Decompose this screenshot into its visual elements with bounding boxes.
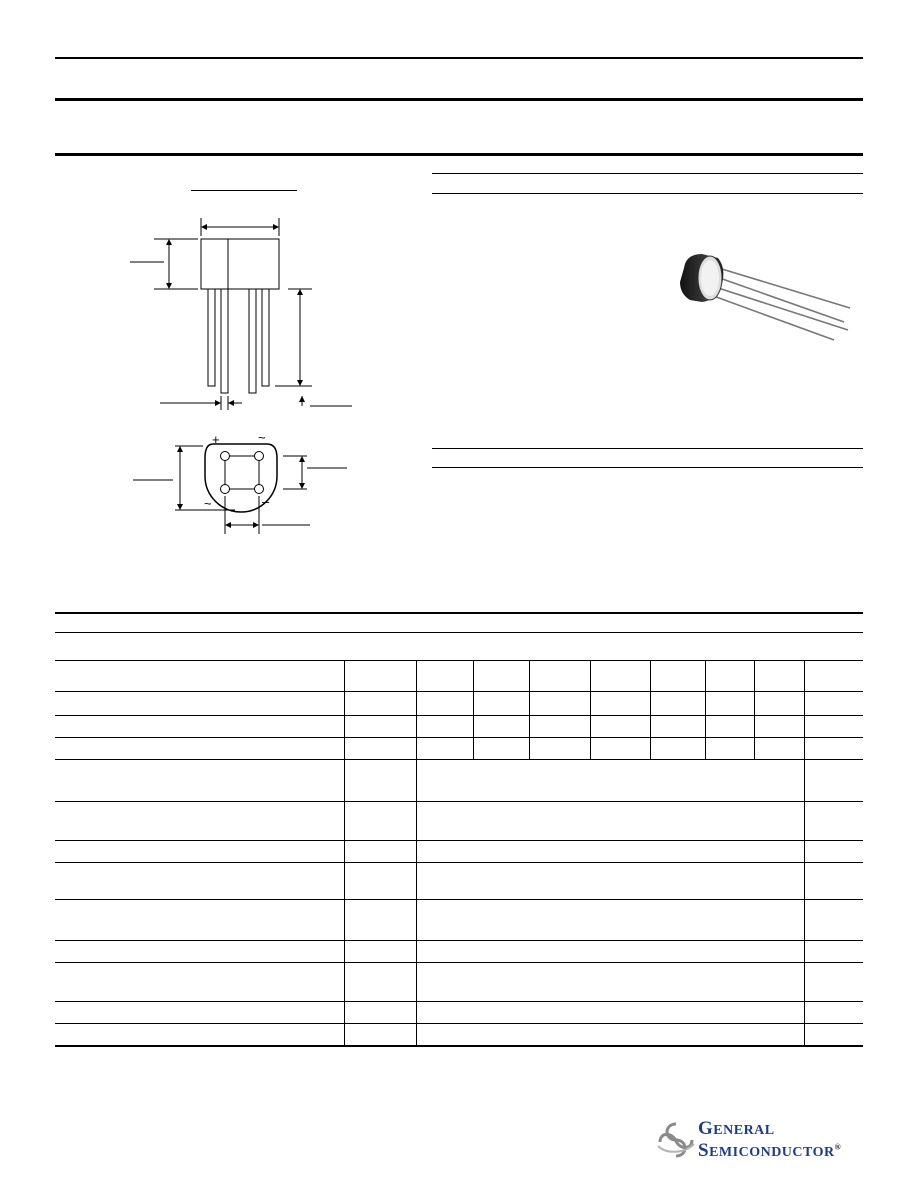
table-column-divider xyxy=(416,660,417,1047)
logo-trademark: ® xyxy=(834,1142,842,1152)
table-column-divider xyxy=(754,660,755,759)
table-column-divider xyxy=(344,660,345,1047)
table-column-divider xyxy=(650,660,651,759)
table-column-divider xyxy=(804,660,805,1047)
table-column-divider xyxy=(529,660,530,759)
table-rule xyxy=(55,715,863,716)
logo-line-1-initial: G xyxy=(698,1118,714,1139)
table-rule xyxy=(55,660,863,661)
company-logo xyxy=(654,1116,864,1166)
logo-line-2 xyxy=(698,1140,841,1162)
table-rule xyxy=(55,1045,863,1047)
logo-line-1 xyxy=(698,1118,775,1140)
header-rule-top xyxy=(55,57,863,59)
features-rule-top xyxy=(432,173,863,174)
logo-line-1-rest: ENERAL xyxy=(713,1123,775,1138)
features-rule-bottom xyxy=(432,193,863,194)
polarity-ac-bottom-label: ~ xyxy=(204,496,212,511)
logo-line-2-rest: EMICONDUCTOR xyxy=(709,1145,835,1160)
ratings-table xyxy=(55,612,863,1048)
table-rule xyxy=(55,840,863,841)
table-rule xyxy=(55,1001,863,1002)
header-rule-bottom xyxy=(55,153,863,156)
table-column-divider xyxy=(473,660,474,759)
polarity-ac-top-label: ~ xyxy=(258,430,266,445)
table-rule xyxy=(55,862,863,863)
table-rule xyxy=(55,691,863,692)
table-column-divider xyxy=(705,660,706,759)
table-rule xyxy=(55,759,863,760)
polarity-plus-label: + xyxy=(212,432,220,447)
table-rule xyxy=(55,737,863,738)
mechanical-rule-top xyxy=(432,448,863,449)
table-rule xyxy=(55,632,863,633)
logo-mark-icon xyxy=(654,1120,698,1162)
table-rule xyxy=(55,801,863,802)
table-rule xyxy=(55,1023,863,1024)
header-rule-middle xyxy=(55,98,863,101)
polarity-minus-label: – xyxy=(262,494,270,509)
table-rule xyxy=(55,962,863,963)
table-column-divider xyxy=(590,660,591,759)
table-rule xyxy=(55,940,863,941)
mechanical-rule-bottom xyxy=(432,467,863,468)
package-bottom-view-drawing xyxy=(125,430,355,545)
logo-line-2-initial: S xyxy=(698,1140,710,1161)
table-rule xyxy=(55,612,863,614)
bridge-rectifier-photo xyxy=(672,248,858,344)
table-rule xyxy=(55,899,863,900)
package-side-view-drawing xyxy=(120,210,370,420)
outline-title-underline xyxy=(191,190,297,191)
